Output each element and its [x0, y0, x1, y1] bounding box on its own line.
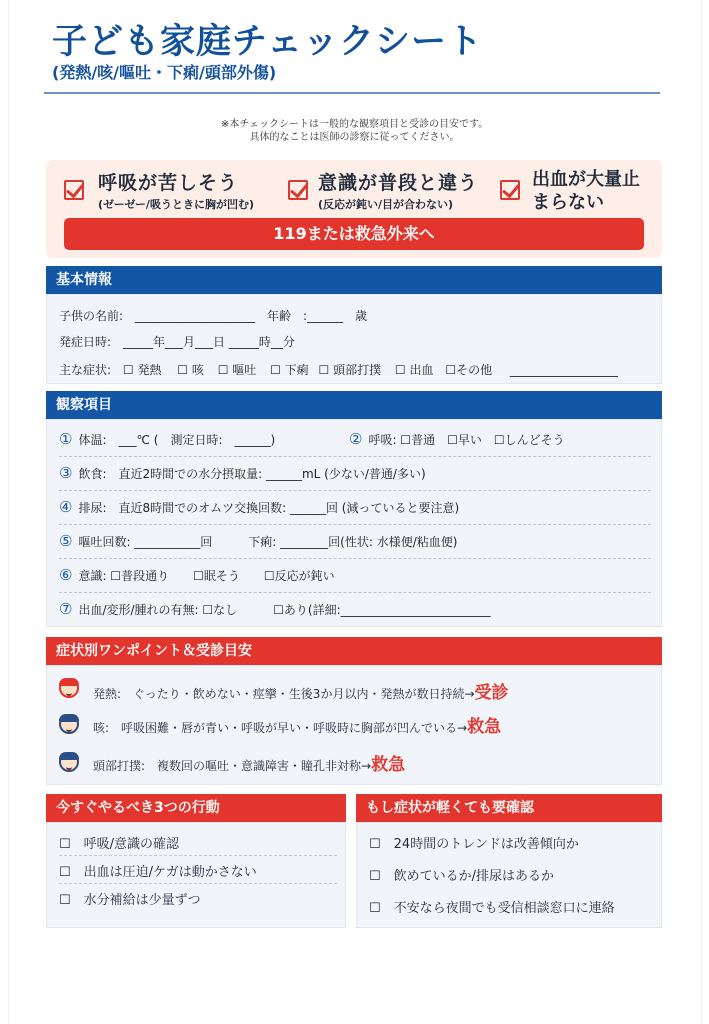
guide-head-injury-text: 頭部打撲: 複数回の嘔吐・意識障害・瞳孔非対称→ — [93, 759, 372, 773]
mild-check-panel — [356, 822, 662, 928]
section-heading-basic-info: 基本情報 — [46, 266, 662, 294]
symptom-head-injury-checkbox[interactable]: ☐ 頭部打撲 — [318, 363, 382, 377]
guide-head-injury — [93, 750, 405, 775]
symptom-cough-checkbox[interactable]: ☐ 咳 — [177, 363, 204, 377]
guide-head-injury-verdict: 救急 — [371, 755, 406, 775]
section-heading-mild-check: もし症状が軽くても要確認 — [356, 794, 662, 822]
observe-number: ① — [59, 430, 73, 448]
observe-text: 嘔吐回数: ___________回 下痢: ________回(性状: 水様便/粘血便) — [78, 535, 458, 549]
main-symptoms-label: 主な症状: — [59, 363, 112, 377]
section-heading-symptom-guide: 症状別ワンポイント＆受診目安 — [46, 637, 662, 665]
symptom-vomit-checkbox[interactable]: ☐ 嘔吐 — [217, 363, 257, 377]
symptom-other-checkbox[interactable]: ☐その他 — [445, 363, 493, 377]
observe-text: 意識: ☐普段通り ☐眠そう ☐反応が鈍い — [78, 569, 335, 583]
red-check-icon[interactable] — [288, 180, 308, 200]
page-subtitle: (発熱/咳/嘔吐・下痢/頭部外傷) — [52, 63, 277, 82]
row-divider — [59, 883, 337, 884]
observe-text: 出血/変形/腫れの有無: ☐なし ☐あり(詳細:_________________________ — [78, 603, 491, 617]
symptom-other-blank[interactable]: __________________ — [509, 363, 618, 377]
action-item-check-breathing[interactable]: ☐ 呼吸/意識の確認 — [59, 837, 180, 852]
symptom-bleeding-checkbox[interactable]: ☐ 出血 — [394, 363, 434, 377]
guide-fever-verdict: 受診 — [474, 683, 509, 703]
child-face-icon — [59, 714, 79, 734]
disclaimer-line-1: ※本チェックシートは一般的な観察項目と受診の目安です。 — [220, 119, 489, 130]
call-emergency-banner: 119または救急外来へ — [64, 218, 644, 250]
observe-number: ⑤ — [59, 532, 73, 550]
observe-row-breathing[interactable] — [349, 430, 565, 448]
action-item-hydration[interactable]: ☐ 水分補給は少量ずつ — [59, 893, 201, 908]
section-heading-actions: 今すぐやるべき3つの行動 — [46, 794, 346, 822]
child-face-icon — [59, 752, 79, 772]
observe-text: 飲食: 直近2時間での水分摂取量: ______mL (少ない/普通/多い) — [78, 467, 426, 481]
guide-fever-text: 発熱: ぐったり・飲めない・痙攣・生後3か月以内・発熱が数日持続→ — [93, 687, 475, 701]
disclaimer-line-2: 具体的なことは医師の診察に従ってください。 — [249, 132, 460, 143]
red-check-icon[interactable] — [500, 180, 520, 200]
observe-row-vomit-diarrhea[interactable] — [59, 532, 457, 550]
alert-consciousness-sub: (反応が鈍い/目が合わない) — [318, 198, 454, 211]
observe-text: 排尿: 直近8時間でのオムツ交換回数: ______回 (減っていると要注意) — [78, 501, 460, 515]
symptom-diarrhea-checkbox[interactable]: ☐ 下痢 — [270, 363, 309, 377]
alert-consciousness-title: 意識が普段と違う — [318, 172, 479, 194]
section-heading-observation: 観察項目 — [46, 391, 662, 419]
symptom-guide-panel — [46, 665, 662, 785]
observe-row-intake[interactable] — [59, 464, 426, 482]
observe-row-urination[interactable] — [59, 498, 459, 516]
action-item-pressure[interactable]: ☐ 出血は圧迫/ケガは動かさない — [59, 865, 257, 880]
check-item-consult[interactable]: ☐ 不安なら夜間でも受信相談窓口に連絡 — [369, 901, 615, 916]
observe-text: 体温: ___℃ ( 測定日時: ______) — [78, 433, 276, 447]
check-item-intake-urine[interactable]: ☐ 飲めているか/排尿はあるか — [369, 869, 555, 884]
row-divider — [59, 524, 651, 525]
observe-number: ③ — [59, 464, 73, 482]
alert-breathing-sub: (ゼーゼー/吸うときに胸が凹む) — [98, 198, 254, 211]
child-face-icon — [59, 678, 79, 698]
row-divider — [59, 558, 651, 559]
observe-row-consciousness[interactable] — [59, 566, 335, 584]
emergency-alert-box — [46, 160, 662, 258]
observe-number: ② — [349, 430, 363, 448]
guide-cough — [93, 712, 501, 737]
alert-breathing-title: 呼吸が苦しそう — [98, 172, 239, 194]
row-divider — [59, 855, 337, 856]
main-symptoms-row — [59, 361, 618, 378]
symptom-fever-checkbox[interactable]: ☐ 発熱 — [122, 363, 162, 377]
guide-cough-verdict: 救急 — [467, 717, 502, 737]
alert-bleeding-title: 出血が大量止まらない — [532, 169, 640, 213]
child-name-age-row[interactable]: 子供の名前: ____________________ 年齢 :______ 歳 — [59, 309, 368, 323]
observe-number: ⑥ — [59, 566, 73, 584]
guide-fever — [93, 678, 509, 703]
row-divider — [59, 490, 651, 491]
row-divider — [59, 456, 651, 457]
basic-info-panel — [46, 294, 662, 384]
actions-panel — [46, 822, 346, 928]
page-title: 子ども家庭チェックシート — [52, 22, 483, 62]
observe-row-bleeding[interactable] — [59, 600, 491, 618]
check-item-trend[interactable]: ☐ 24時間のトレンドは改善傾向か — [369, 837, 579, 852]
observe-number: ④ — [59, 498, 73, 516]
title-divider — [44, 92, 660, 94]
observe-number: ⑦ — [59, 600, 73, 618]
onset-datetime-row[interactable]: 発症日時: _____年___月___日 _____時__分 — [59, 335, 295, 349]
row-divider — [59, 592, 651, 593]
red-check-icon[interactable] — [64, 180, 84, 200]
observe-text: 呼吸: ☐普通 ☐早い ☐しんどそう — [368, 433, 565, 447]
observation-panel — [46, 419, 662, 627]
observe-row-temperature[interactable] — [59, 430, 275, 448]
guide-cough-text: 咳: 呼吸困難・唇が青い・呼吸が早い・呼吸時に胸部が凹んでいる→ — [93, 721, 468, 735]
